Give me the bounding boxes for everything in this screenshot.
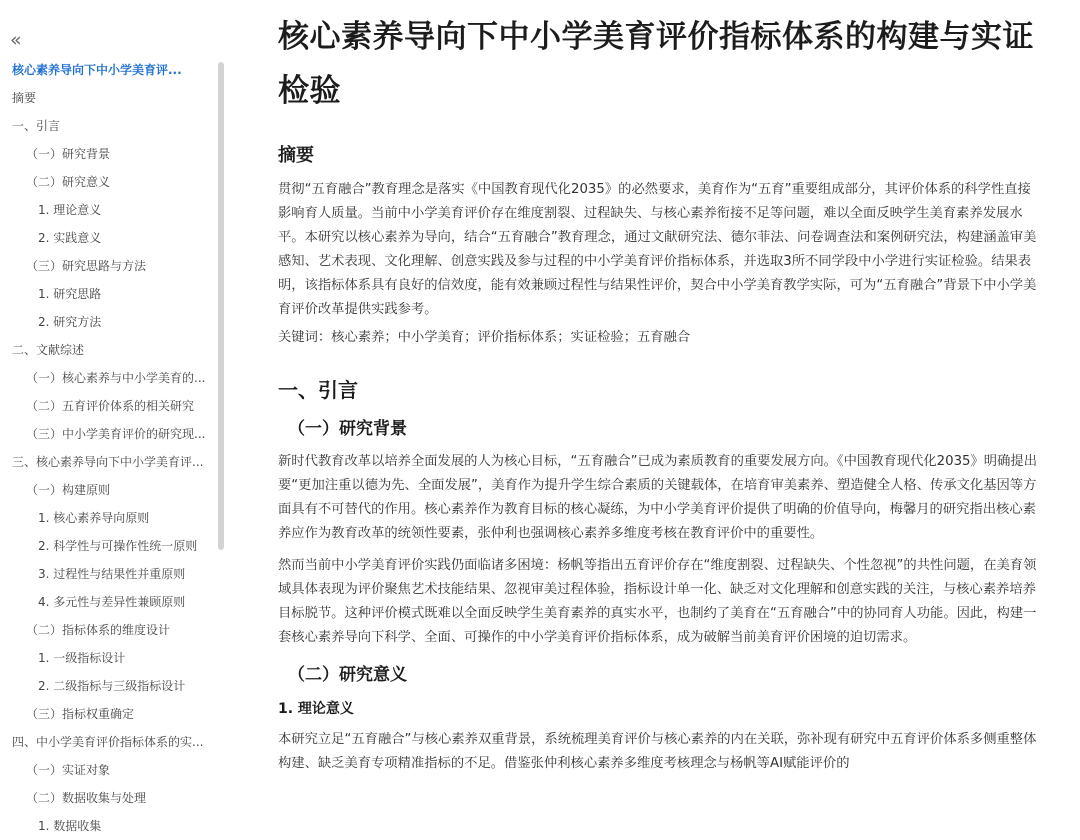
abstract-heading: 摘要 (278, 145, 314, 166)
toc-item[interactable]: （三）研究思路与方法 (26, 259, 147, 273)
toc-item[interactable]: （三）中小学美育评价的研究现... (26, 427, 206, 441)
toc-item[interactable]: （二）数据收集与处理 (26, 791, 147, 805)
toc-item[interactable]: （二）五育评价体系的相关研究 (26, 399, 195, 413)
toc-item[interactable]: （一）实证对象 (26, 763, 111, 777)
theory-significance-heading: 1. 理论意义 (278, 701, 354, 717)
toc-item[interactable]: 四、中小学美育评价指标体系的实... (12, 735, 204, 749)
toc-item[interactable]: 2. 研究方法 (38, 315, 102, 329)
toc-scrollbar[interactable] (218, 62, 224, 550)
toc-sidebar (0, 0, 228, 833)
toc-item[interactable]: （二）研究意义 (26, 175, 111, 189)
toc-item[interactable]: 2. 二级指标与三级指标设计 (38, 679, 186, 693)
toc-item[interactable]: 一、引言 (12, 119, 61, 133)
section-intro-heading: 一、引言 (278, 378, 358, 402)
theory-paragraph: 本研究立足“五育融合”与核心素养双重背景，系统梳理美育评价与核心素养的内在关联，弥补现有研究中五育评价体系多侧重整体构建、缺乏美育专项精准指标的不足。借鉴张仲利核心素养多维度考核理念与杨帆等AI赋能评价的 (278, 732, 1037, 771)
subsection-background-heading: （一）研究背景 (288, 419, 407, 439)
background-paragraph-1: 新时代教育改革以培养全面发展的人为核心目标，“五育融合”已成为素质教育的重要发展方向。《中国教育现代化2035》明确提出要“更加注重以德为先、全面发展”，美育作为提升学生综合素质的关键载体，在培育审美素养、塑造健全人格、传承文化基因等方面具有不可替代的作用。核心素养作为教育目标的核心凝练，为中小学美育评价提供了明确的价值导向，梅馨月的研究指出核心素养应作为教育改革的统领性要素，张仲利也强调核心素养多维度考核在教育评价中的重要性。 (278, 454, 1037, 541)
page-title: 核心素养导向下中小学美育评价指标体系的构建与实证检验 (278, 19, 1034, 109)
toc-item[interactable]: 三、核心素养导向下中小学美育评... (12, 455, 204, 469)
toc-item[interactable]: 2. 科学性与可操作性统一原则 (38, 539, 198, 553)
toc-item[interactable]: （一）构建原则 (26, 483, 111, 497)
subsection-significance-heading: （二）研究意义 (288, 665, 407, 685)
collapse-sidebar-icon[interactable]: « (10, 29, 22, 51)
toc-item[interactable]: 核心素养导向下中小学美育评... (12, 63, 182, 77)
toc-item[interactable]: 1. 核心素养导向原则 (38, 511, 150, 525)
toc-item[interactable]: （三）指标权重确定 (26, 707, 135, 721)
toc-item[interactable]: 2. 实践意义 (38, 231, 102, 245)
background-paragraph-2: 然而当前中小学美育评价实践仍面临诸多困境：杨帆等指出五育评价存在“维度割裂、过程缺失、个性忽视”的共性问题，在美育领域具体表现为评价聚焦艺术技能结果、忽视审美过程体验，指标设计单一化、缺乏对文化理解和创意实践的关注，与核心素养培养目标脱节。这种评价模式既难以全面反映学生美育素养的真实水平，也制约了美育在“五育融合”中的协同育人功能。因此，构建一套核心素养导向下科学、全面、可操作的中小学美育评价指标体系，成为破解当前美育评价困境的迫切需求。 (278, 558, 1037, 645)
toc-item[interactable]: 1. 理论意义 (38, 203, 102, 217)
keywords-text: 关键词：核心素养；中小学美育；评价指标体系；实证检验；五育融合 (278, 330, 691, 345)
toc-item[interactable]: （一）研究背景 (26, 147, 111, 161)
toc-item[interactable]: 1. 研究思路 (38, 287, 102, 301)
toc-item[interactable]: 1. 一级指标设计 (38, 651, 126, 665)
toc-item[interactable]: 3. 过程性与结果性并重原则 (38, 567, 186, 581)
toc-list (0, 56, 220, 840)
toc-item[interactable]: 摘要 (12, 91, 37, 105)
toc-item[interactable]: 4. 多元性与差异性兼顾原则 (38, 595, 186, 609)
toc-item[interactable]: （二）指标体系的维度设计 (26, 623, 171, 637)
toc-item[interactable]: 1. 数据收集 (38, 819, 102, 833)
article-content (278, 0, 1038, 824)
toc-item[interactable]: （一）核心素养与中小学美育的... (26, 371, 206, 385)
toc-item[interactable]: 二、文献综述 (12, 343, 85, 357)
abstract-text: 贯彻“五育融合”教育理念是落实《中国教育现代化2035》的必然要求，美育作为“五育”重要组成部分，其评价体系的科学性直接影响育人质量。当前中小学美育评价存在维度割裂、过程缺失、与核心素养衔接不足等问题，难以全面反映学生美育素养发展水平。本研究以核心素养为导向，结合“五育融合”教育理念，通过文献研究法、德尔菲法、问卷调查法和案例研究法，构建涵盖审美感知、艺术表现、文化理解、创意实践及参与过程的中小学美育评价指标体系，并选取3所不同学段中小学进行实证检验。结果表明，该指标体系具有良好的信效度，能有效兼顾过程性与结果性评价，契合中小学美育教学实际，可为“五育融合”背景下中小学美育评价改革提供实践参考。 (278, 182, 1037, 317)
